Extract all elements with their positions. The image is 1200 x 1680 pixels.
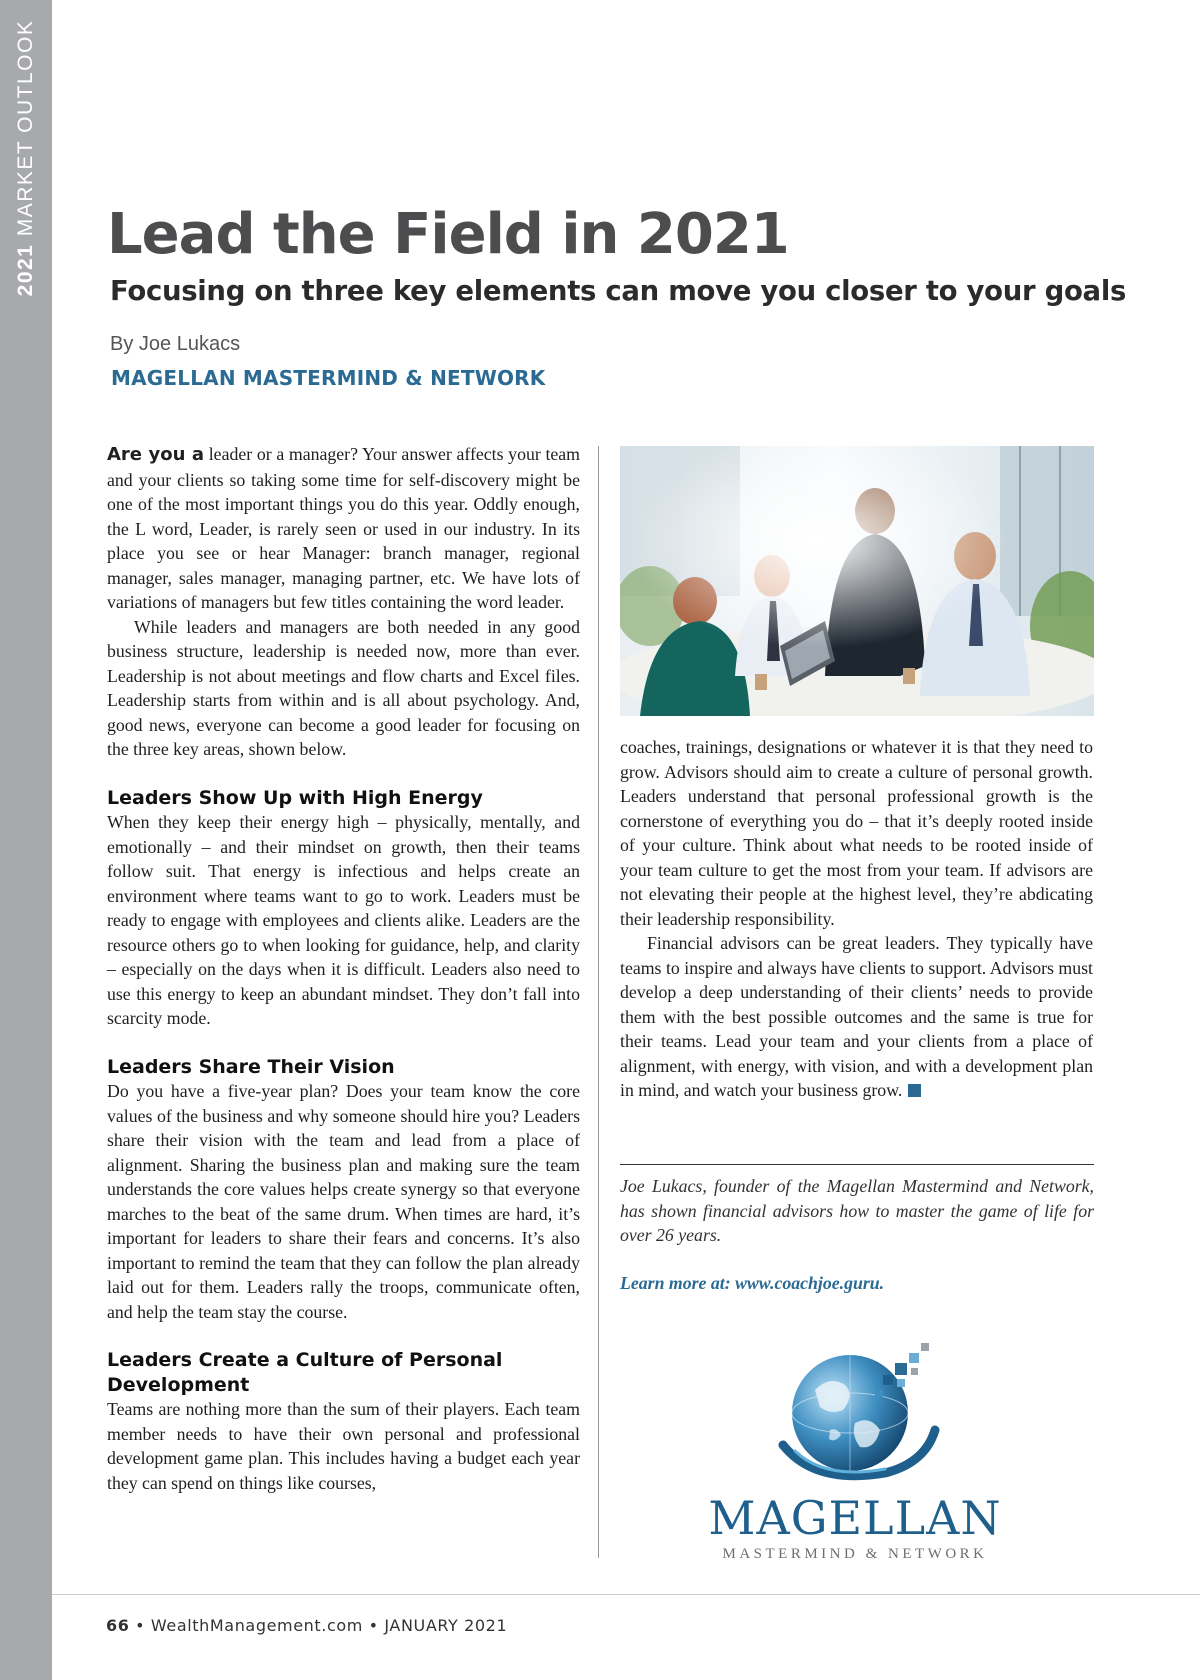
logo-tagline: MASTERMIND & NETWORK (722, 1546, 988, 1562)
body-paragraph: When they keep their energy high – physically, mentally, and emotionally – and their mindset on growth, then their teams follow suit. That energy is infectious and helps create an environment where teams want to go to work. Leaders must be ready to engage with employees and clients alike. Leaders are the resource others go to when looking for guidance, help, and clarity – especially on the days when it is difficult. Leaders also need to use this energy to keep an abundant mindset. They don’t fall into scarcity mode. (107, 812, 580, 1028)
left-column (107, 442, 580, 1495)
page-number: 66 (106, 1616, 130, 1635)
body-paragraph: coaches, trainings, designations or whatever it is that they need to grow. Advisors should aim to create a culture of personal growth. Leaders understand that personal professional growth is the cornerstone of everything you do – that it’s deeply rooted inside of your culture. Think about what needs to be rooted inside of your team culture to get the most from your team. If advisors are not elevating their people at the highest level, they’re abdicating their leadership responsibility. (620, 737, 1093, 929)
logo-wordmark: MAGELLAN (708, 1491, 1002, 1545)
section-label (14, 20, 38, 297)
footer-divider (52, 1594, 1200, 1595)
lead-in: Are you a (107, 444, 205, 465)
right-column (620, 735, 1093, 1103)
body-paragraph: While leaders and managers are both needed in any good business structure, leadership is needed now, more than ever. Leadership is not about meetings and flow charts and Excel files. Leadership starts from within and is all about psychology. And, good news, everyone can become a good leader for focusing on the three key areas, shown below. (107, 616, 580, 759)
byline: By Joe Lukacs (110, 333, 241, 355)
publication-name: WealthManagement.com (150, 1616, 363, 1635)
footer-separator: • (135, 1616, 146, 1635)
globe-logo-icon (775, 1335, 955, 1505)
body-paragraph: Do you have a five-year plan? Does your team know the core values of the business and why someone should hire you? Leaders share their vision with the team and lead from a place of alignment. Sharing the business plan and making sure the team understands the core values helps create synergy so that everyone marches to the beat of the same drum. When times are hard, it’s important for leaders to share their fears and concerns. It’s also important to remind the team that they can follow the plan already laid out for them. Leaders rally the troops, communicate often, and help the team stay the course. (107, 1081, 580, 1322)
body-paragraph (620, 931, 1093, 1103)
section-name: MARKET OUTLOOK (14, 19, 37, 237)
body-paragraph (107, 442, 580, 615)
section-heading: Leaders Show Up with High Energy (107, 786, 483, 809)
paragraph-text: leader or a manager? Your answer affects your team and your clients so taking some time for self-discovery might be one of the most important things you do this year. Oddly enough, the L word, Leader, is rarely seen or used in our industry. In its place you see or hear Manager: branch manager, regional manager, sales manager, managing partner, etc. We have lots of variations of managers but few titles containing the word leader. (107, 444, 580, 612)
learn-more-link[interactable]: Learn more at: www.coachjoe.guru. (620, 1273, 885, 1293)
footer-separator: • (368, 1616, 379, 1635)
body-paragraph: Teams are nothing more than the sum of their players. Each team member needs to have their own personal and professional development game plan. This includes having a budget each year they can spend on things like courses, (107, 1399, 580, 1493)
sidebar-strip (0, 0, 52, 1680)
bio-divider (620, 1164, 1094, 1165)
article-title: Lead the Field in 2021 (107, 202, 789, 267)
author-bio: Joe Lukacs, founder of the Magellan Mastermind and Network, has shown financial advisors how to master the game of life for over 26 years. (620, 1176, 1094, 1245)
page-footer (106, 1616, 507, 1635)
issue-date: JANUARY 2021 (384, 1616, 508, 1635)
section-heading: Leaders Share Their Vision (107, 1055, 395, 1078)
article-subtitle: Focusing on three key elements can move you closer to your goals (110, 275, 1127, 307)
end-mark-icon (908, 1084, 921, 1097)
column-divider (598, 446, 599, 1558)
section-year: 2021 (14, 243, 37, 297)
paragraph-text: Financial advisors can be great leaders. They typically have teams to inspire and always have clients to support. Advisors must develop a deep understanding of their clients’ needs to provide them with the best possible outcomes and the same is true for their teams. Lead your team and your clients from a place of alignment, with energy, with vision, and with a development plan in mind, and watch your business grow. (620, 933, 1093, 1100)
section-heading: Leaders Create a Culture of Personal Development (107, 1349, 503, 1396)
meeting-photo (620, 446, 1094, 716)
author-organization: MAGELLAN MASTERMIND & NETWORK (111, 366, 546, 390)
meeting-photo-illustration (620, 446, 1094, 716)
